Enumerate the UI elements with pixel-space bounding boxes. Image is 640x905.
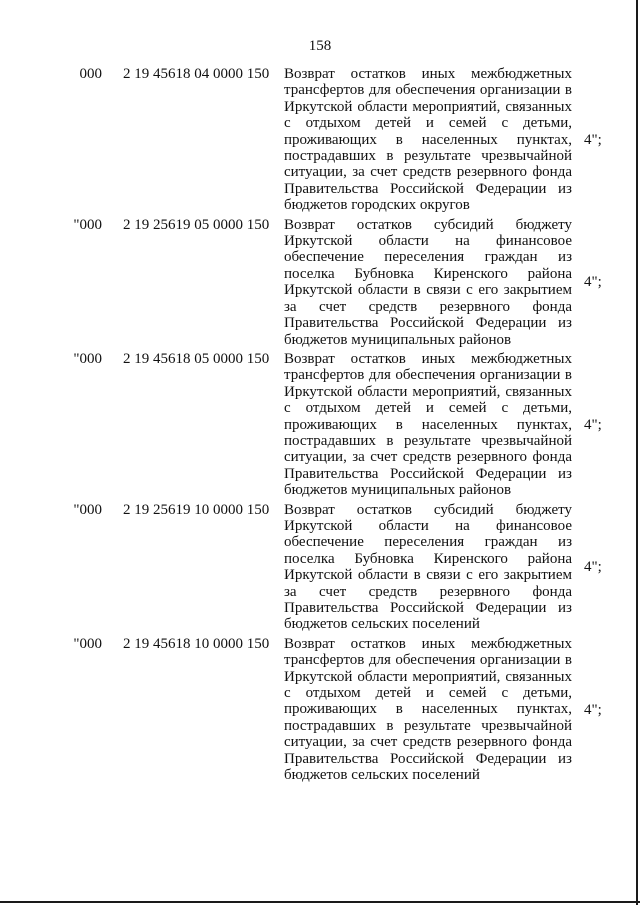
- table-row: [0, 636, 640, 784]
- admin-code: 000: [79, 66, 102, 82]
- row-end-mark: 4";: [584, 416, 602, 433]
- table-row: [0, 66, 640, 214]
- admin-code: "000: [73, 350, 102, 367]
- budget-classification-code: 2 19 45618 04 0000 150: [123, 66, 270, 82]
- budget-classification-code: 2 19 45618 05 0000 150: [123, 350, 270, 367]
- admin-code: "000: [73, 216, 102, 233]
- admin-code: "000: [73, 635, 102, 652]
- scan-edge-bottom: [0, 901, 640, 903]
- table-row: [0, 502, 640, 633]
- row-end-mark: 4";: [584, 274, 602, 291]
- admin-code: "000: [73, 501, 102, 518]
- row-description: Возврат остатков иных межбюджетных трансфертов для обеспечения организации в Иркутской области мероприятий, связанных с отдыхом детей и семей с детьми, проживающих в населенных пунктах, пострадавших в результате чрезвычайной ситуации, за счет средств резервного фонда Правительства Российской Федерации из бюджетов городских округов: [284, 66, 572, 214]
- kbk-table: [0, 66, 640, 786]
- row-description: Возврат остатков иных межбюджетных трансфертов для обеспечения организации в Иркутской области мероприятий, связанных с отдыхом детей и семей с детьми, проживающих в населенных пунктах, пострадавших в результате чрезвычайной ситуации, за счет средств резервного фонда Правительства Российской Федерации из бюджетов муниципальных районов: [284, 350, 572, 499]
- budget-classification-code: 2 19 25619 05 0000 150: [123, 216, 270, 233]
- row-end-mark: 4";: [584, 558, 602, 575]
- table-row: [0, 217, 640, 348]
- row-description: Возврат остатков субсидий бюджету Иркутской области на финансовое обеспечение переселения граждан из поселка Бубновка Киренского района Иркутской области в связи с его закрытием за счет средств резервного фонда Правительства Российской Федерации из бюджетов муниципальных районов: [284, 216, 572, 348]
- row-end-mark: 4";: [584, 131, 602, 148]
- row-description: Возврат остатков субсидий бюджету Иркутской области на финансовое обеспечение переселения граждан из поселка Бубновка Киренского района Иркутской области в связи с его закрытием за счет средств резервного фонда Правительства Российской Федерации из бюджетов сельских поселений: [284, 501, 572, 633]
- budget-classification-code: 2 19 25619 10 0000 150: [123, 501, 270, 518]
- budget-classification-code: 2 19 45618 10 0000 150: [123, 635, 270, 652]
- page-number: 158: [308, 38, 332, 54]
- row-end-mark: 4";: [584, 701, 602, 718]
- row-description: Возврат остатков иных межбюджетных трансфертов для обеспечения организации в Иркутской области мероприятий, связанных с отдыхом детей и семей с детьми, проживающих в населенных пунктах, пострадавших в результате чрезвычайной ситуации, за счет средств резервного фонда Правительства Российской Федерации из бюджетов сельских поселений: [284, 635, 572, 784]
- table-row: [0, 351, 640, 499]
